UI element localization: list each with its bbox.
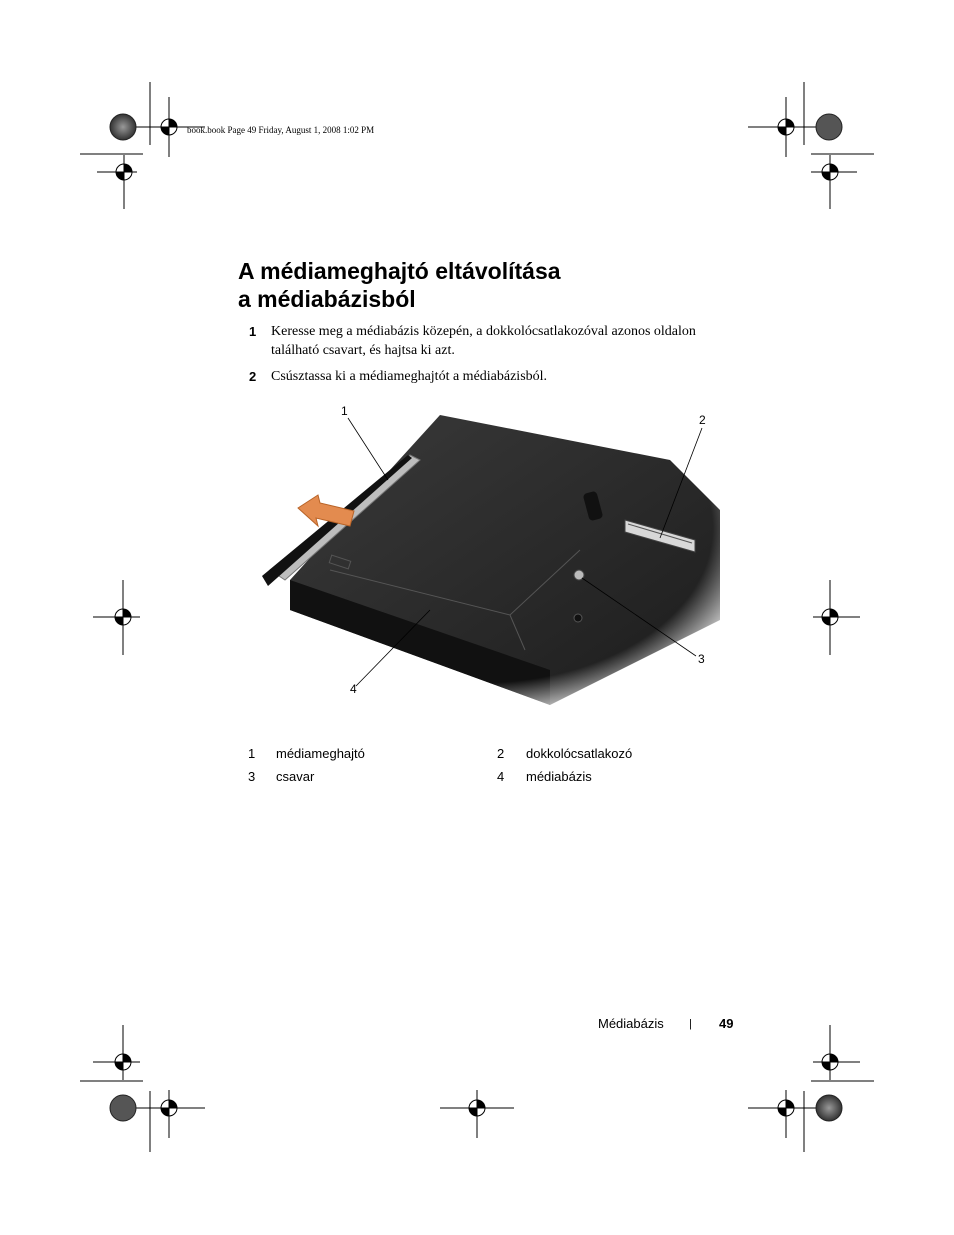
callout-1: 1 [341,404,348,418]
page-title-line2: a médiabázisból [238,286,416,312]
legend-number: 3 [248,769,256,784]
step-text: Csúsztassa ki a médiameghajtót a médiabázisból. [271,369,548,384]
page-title [238,257,561,313]
callout-2: 2 [699,413,706,427]
callout-4: 4 [350,682,357,696]
step-number: 1 [249,324,257,339]
legend-label: médiameghajtó [276,746,365,761]
callout-3: 3 [698,652,705,666]
step-number: 2 [249,369,257,384]
step-text: Keresse meg a médiabázis közepén, a dokkolócsatlakozóval azonos oldalon található csavart, és hajtsa ki azt. [271,324,696,358]
footer-separator: | [689,1018,692,1030]
print-header: book.book Page 49 Friday, August 1, 2008 1:02 PM [187,125,375,135]
page-number: 49 [719,1016,734,1031]
legend-label: csavar [276,769,315,784]
page-title-line1: A médiameghajtó eltávolítása [238,258,561,284]
legend-label: dokkolócsatlakozó [526,746,633,761]
legend-number: 4 [497,769,505,784]
footer-section: Médiabázis [598,1016,664,1031]
legend-label: médiabázis [526,769,592,784]
legend-number: 2 [497,746,505,761]
media-base-illustration [250,400,730,720]
legend-number: 1 [248,746,256,761]
